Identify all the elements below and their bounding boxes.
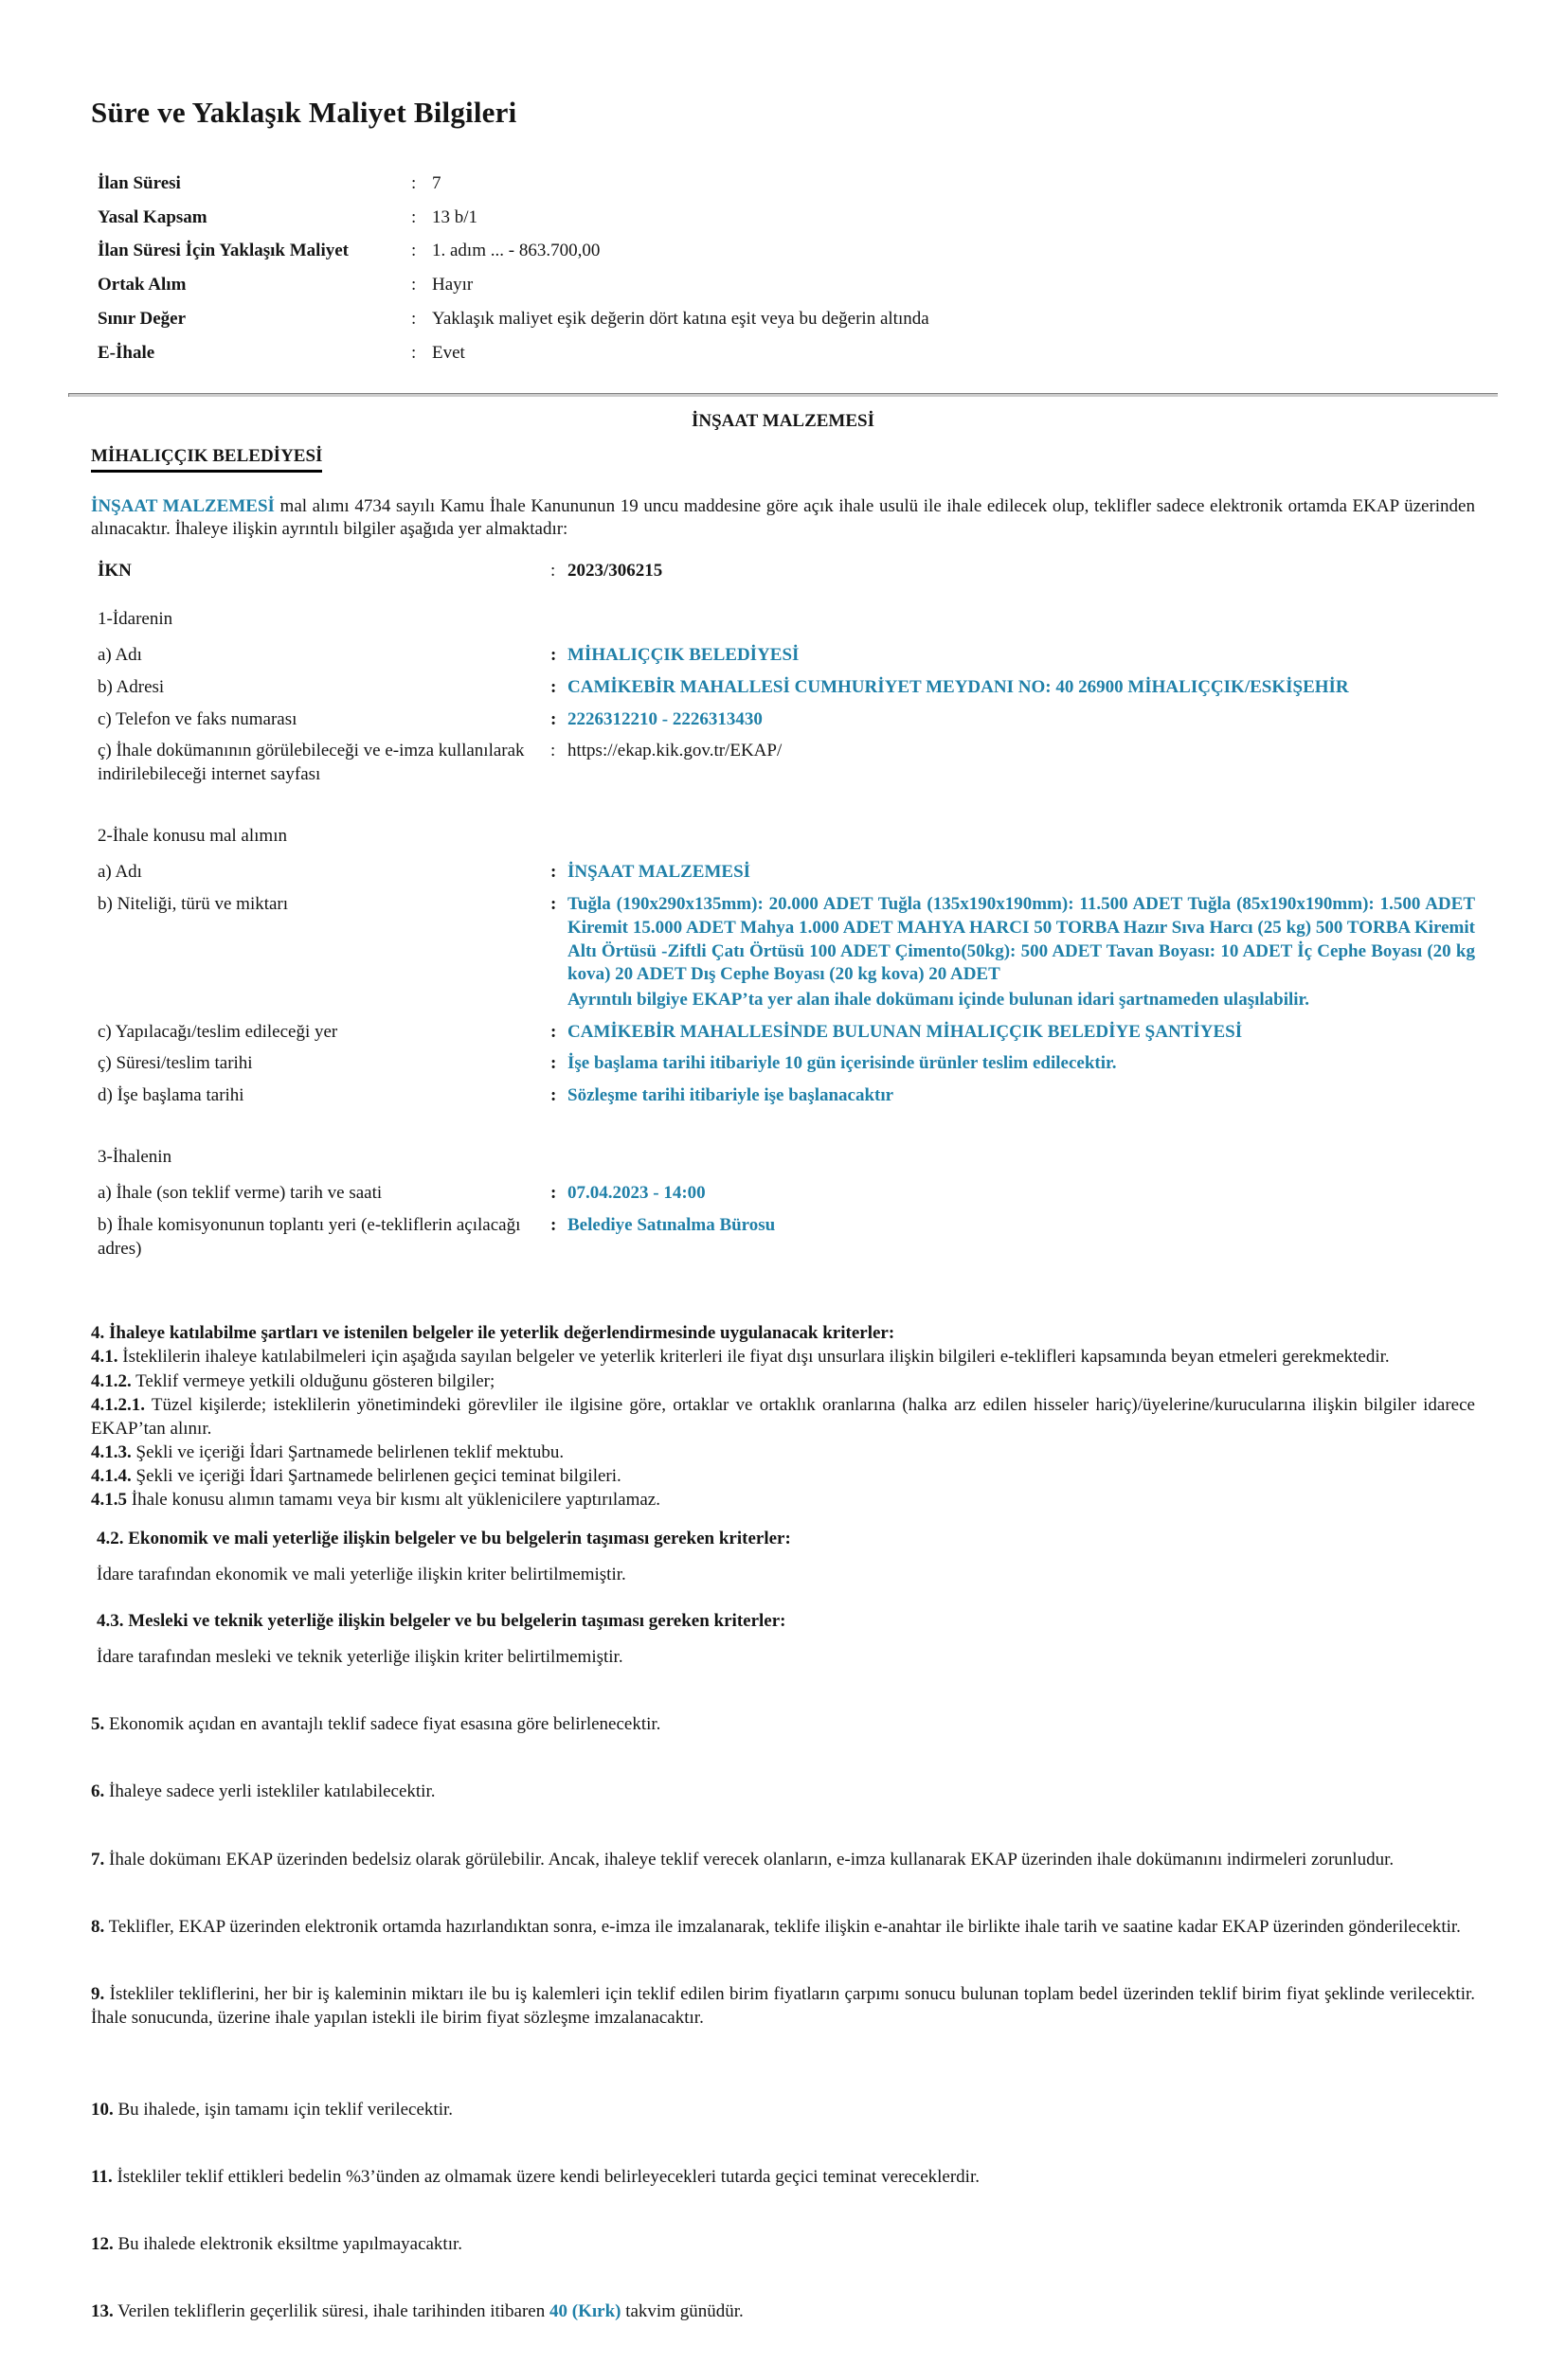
- colon: :: [550, 894, 557, 915]
- field-label: a) Adı: [98, 645, 142, 666]
- text-segment: İstekliler teklif ettikleri bedelin %3’ünden az olmamak üzere kendi belirleyecekleri tutarda geçici teminat vereceklerdir.: [112, 2166, 980, 2187]
- field-row: [91, 740, 1475, 786]
- field-value-text: Belediye Satınalma Bürosu: [567, 1215, 776, 1236]
- field-value: 13 b/1: [432, 206, 478, 227]
- page-title: Süre ve Yaklaşık Maliyet Bilgileri: [91, 96, 517, 129]
- paragraph: [91, 1321, 1475, 1345]
- text-segment: Verilen tekliflerin geçerlilik süresi, ihale tarihinden itibaren: [113, 2301, 549, 2322]
- field-row: [91, 1214, 1475, 1261]
- text-segment: Teklifler, EKAP üzerinden elektronik ortamda hazırlandıktan sonra, e-imza ile imzalanarak, teklife ilişkin e-anahtar ile birlikte ihale tarih ve saatine kadar EKAP üzerinden gönderilecektir.: [104, 1916, 1461, 1937]
- field-value: [566, 644, 1475, 668]
- field-label: c) Yapılacağı/teslim edileceği yer: [98, 1021, 338, 1042]
- text-segment: İhale dokümanı EKAP üzerinden bedelsiz olarak görülebilir. Ancak, ihaleye teklif verecek olanların, e-imza kullanarak EKAP üzerinden ihale dokümanını indirmeleri zorunludur.: [104, 1849, 1395, 1870]
- colon: :: [411, 275, 417, 295]
- paragraph: [91, 1712, 1475, 1736]
- field-label: a) Adı: [98, 862, 142, 883]
- field-value: Hayır: [432, 275, 474, 295]
- field-value: [566, 861, 1475, 885]
- text-segment: 4.3. Mesleki ve teknik yeterliğe ilişkin belgeler ve bu belgelerin taşıması gereken kriterler:: [97, 1611, 786, 1632]
- section-heading: 2-İhale konusu mal alımın: [98, 825, 287, 846]
- paragraph: [91, 1369, 1475, 1393]
- colon: :: [550, 677, 557, 698]
- summary-row: [91, 308, 1475, 331]
- paragraph: [91, 1645, 1475, 1669]
- colon: :: [550, 560, 556, 581]
- field-value: [566, 1052, 1475, 1076]
- field-value: [566, 708, 1475, 732]
- field-label: ç) Süresi/teslim tarihi: [98, 1053, 253, 1074]
- field-value-text: İşe başlama tarihi itibariyle 10 gün içerisinde ürünler teslim edilecektir.: [567, 1053, 1117, 1074]
- summary-row: [91, 172, 1475, 196]
- paragraph: [91, 2299, 1475, 2323]
- field-value-text: 07.04.2023 - 14:00: [567, 1183, 706, 1204]
- intro-paragraph: [91, 495, 1475, 542]
- field-row: [91, 644, 1475, 668]
- text-segment: İsteklilerin ihaleye katılabilmeleri için aşağıda sayılan belgeler ve yeterlik kriterleri ile fiyat dışı unsurlara ilişkin bilgileri e-teklifleri kapsamında beyan etmeleri gerekmektedir.: [117, 1347, 1390, 1368]
- field-row: [91, 1052, 1475, 1076]
- field-value-note: Ayrıntılı bilgiye EKAP’ta yer alan ihale dokümanı içinde bulunan idari şartnameden ulaşılabilir.: [567, 989, 1309, 1010]
- text-segment: Şekli ve içeriği İdari Şartnamede belirlenen geçici teminat bilgileri.: [131, 1465, 621, 1486]
- colon: :: [550, 1215, 557, 1236]
- text-segment: 11.: [91, 2166, 113, 2187]
- field-value: [566, 676, 1475, 700]
- summary-row: [91, 206, 1475, 230]
- colon: :: [411, 241, 417, 261]
- ikn-value: 2023/306215: [567, 560, 663, 581]
- paragraphs-container: [91, 1321, 1475, 2323]
- summary-row: [91, 240, 1475, 263]
- paragraph: [91, 1780, 1475, 1803]
- paragraph: [91, 1527, 1475, 1550]
- details-block: [91, 560, 1475, 1261]
- paragraph: [91, 1609, 1475, 1633]
- field-value-text: 2226312210 - 2226313430: [567, 708, 763, 729]
- field-value: [566, 1021, 1475, 1045]
- text-segment: 5.: [91, 1714, 105, 1735]
- sections-container: [91, 608, 1475, 1262]
- field-row: [91, 861, 1475, 885]
- field-value-text: CAMİKEBİR MAHALLESİNDE BULUNAN MİHALIÇÇIK BELEDİYE ŞANTİYESİ: [567, 1021, 1243, 1042]
- field-row: [91, 1084, 1475, 1108]
- paragraph: [91, 1915, 1475, 1939]
- paragraph: [91, 2098, 1475, 2121]
- notice-center-title: İNŞAAT MALZEMESİ: [691, 411, 875, 432]
- colon: :: [550, 741, 556, 761]
- colon: :: [550, 1084, 557, 1105]
- field-label: Yasal Kapsam: [98, 206, 207, 227]
- section-heading: 3-İhalenin: [98, 1146, 172, 1167]
- text-segment: Bu ihalede, işin tamamı için teklif verilecektir.: [113, 2099, 454, 2120]
- paragraph: [91, 1848, 1475, 1871]
- text-segment: 4.1.2.1.: [91, 1394, 145, 1415]
- paragraph: [91, 1441, 1475, 1464]
- field-row: [91, 708, 1475, 732]
- field-row: [91, 893, 1475, 1011]
- paragraph: [91, 1345, 1475, 1369]
- text-segment: 40 (Kırk): [549, 2301, 621, 2322]
- text-segment: 4.2. Ekonomik ve mali yeterliğe ilişkin belgeler ve bu belgelerin taşıması gereken kriterler:: [97, 1529, 791, 1549]
- text-segment: Ekonomik açıdan en avantajlı teklif sadece fiyat esasına göre belirlenecektir.: [104, 1714, 661, 1735]
- text-segment: İdare tarafından ekonomik ve mali yeterliğe ilişkin kriter belirtilmemiştir.: [97, 1565, 626, 1585]
- field-value-text: https://ekap.kik.gov.tr/EKAP/: [567, 741, 783, 761]
- intro-rest: mal alımı 4734 sayılı Kamu İhale Kanununun 19 uncu maddesine göre açık ihale usulü ile ihale edilecek olup, teklifler sadece elektronik ortamda EKAP üzerinden alınacaktır. İhaleye ilişkin ayrıntılı bilgiler aşağıda yer almaktadır:: [91, 495, 1475, 540]
- paragraph: [91, 1393, 1475, 1441]
- field-row: [91, 1182, 1475, 1206]
- field-row: [91, 1021, 1475, 1045]
- field-value: 7: [432, 173, 441, 194]
- text-segment: 13.: [91, 2301, 114, 2322]
- field-value: 1. adım ... - 863.700,00: [432, 241, 601, 261]
- ikn-label: İKN: [98, 560, 132, 581]
- field-value-text: CAMİKEBİR MAHALLESİ CUMHURİYET MEYDANI NO: 40 26900 MİHALIÇÇIK/ESKİŞEHİR: [567, 677, 1349, 698]
- field-label: İlan Süresi İçin Yaklaşık Maliyet: [98, 241, 349, 261]
- text-segment: 4.1.5: [91, 1489, 127, 1510]
- field-label: b) İhale komisyonunun toplantı yeri (e-tekliflerin açılacağı adres): [98, 1215, 521, 1259]
- summary-row: [91, 274, 1475, 297]
- text-segment: 4.1.: [91, 1347, 118, 1368]
- intro-highlight: İNŞAAT MALZEMESİ: [91, 495, 275, 516]
- summary-row: [91, 342, 1475, 366]
- section-divider: [68, 393, 1498, 397]
- field-label: d) İşe başlama tarihi: [98, 1084, 244, 1105]
- colon: :: [411, 206, 417, 227]
- text-segment: 10.: [91, 2099, 114, 2120]
- colon: :: [411, 173, 417, 194]
- field-value-text: Sözleşme tarihi itibariyle işe başlanacaktır: [567, 1084, 894, 1105]
- colon: :: [550, 1021, 557, 1042]
- colon: :: [550, 645, 557, 666]
- field-value-text: Tuğla (190x290x135mm): 20.000 ADET Tuğla (135x190x190mm): 11.500 ADET Tuğla (85x190x190mm): 1.500 ADET Kiremit 15.000 ADET Mahya 1.000 ADET MAHYA HARCI 50 TORBA Hazır Sıva Harcı (25 kg) 500 TORBA Kiremit Altı Örtüsü -Ziftli Çatı Örtüsü 100 ADET Çimento(50kg): 500 ADET Tavan Boyası: 10 ADET İç Cephe Boyası (20 kg kova) 20 ADET Dış Cephe Boyası (20 kg kova) 20 ADET: [567, 894, 1475, 985]
- text-segment: İhaleye sadece yerli istekliler katılabilecektir.: [104, 1781, 436, 1802]
- field-value: [566, 1084, 1475, 1108]
- text-segment: Teklif vermeye yetkili olduğunu gösteren bilgiler;: [131, 1370, 495, 1391]
- text-segment: 8.: [91, 1916, 105, 1937]
- text-segment: takvim günüdür.: [621, 2301, 744, 2322]
- colon: :: [411, 308, 417, 329]
- field-label: c) Telefon ve faks numarası: [98, 708, 297, 729]
- text-segment: İdare tarafından mesleki ve teknik yeterliğe ilişkin kriter belirtilmemiştir.: [97, 1647, 623, 1668]
- field-label: ç) İhale dokümanının görülebileceği ve e-imza kullanılarak indirilebileceği internet sayfası: [98, 741, 525, 785]
- text-segment: 4.1.3.: [91, 1441, 132, 1462]
- text-segment: 4. İhaleye katılabilme şartları ve istenilen belgeler ile yeterlik değerlendirmesinde uygulanacak kriterler:: [91, 1323, 895, 1344]
- field-value-text: MİHALIÇÇIK BELEDİYESİ: [567, 645, 800, 666]
- field-value-text: İNŞAAT MALZEMESİ: [567, 862, 751, 883]
- text-segment: Bu ihalede elektronik eksiltme yapılmayacaktır.: [113, 2233, 463, 2254]
- text-segment: İstekliler tekliflerini, her bir iş kaleminin miktarı ile bu iş kalemleri için teklif edilen birim fiyatların çarpımı sonucu bulunan toplam bedel üzerinden teklif birim fiyat şeklinde verilecektir. İhale sonucunda, üzerine ihale yapılan istekli ile birim fiyat sözleşme imzalanacaktır.: [91, 1983, 1475, 2028]
- text-segment: 12.: [91, 2233, 114, 2254]
- field-value: [566, 893, 1475, 1011]
- colon: :: [550, 708, 557, 729]
- paragraph: [91, 1464, 1475, 1488]
- summary-block: [91, 172, 1475, 365]
- field-label: Ortak Alım: [98, 275, 187, 295]
- field-value: [566, 1182, 1475, 1206]
- field-label: E-İhale: [98, 342, 155, 363]
- paragraph: [91, 2165, 1475, 2189]
- text-segment: 7.: [91, 1849, 105, 1870]
- field-value: [566, 1214, 1475, 1238]
- colon: :: [411, 342, 417, 363]
- paragraph: [91, 1563, 1475, 1586]
- field-value: Evet: [432, 342, 465, 363]
- field-label: Sınır Değer: [98, 308, 187, 329]
- text-segment: Şekli ve içeriği İdari Şartnamede belirlenen teklif mektubu.: [131, 1441, 565, 1462]
- text-segment: 4.1.4.: [91, 1465, 132, 1486]
- authority-name: MİHALIÇÇIK BELEDİYESİ: [91, 445, 322, 473]
- text-segment: 4.1.2.: [91, 1370, 132, 1391]
- authority-line: [91, 434, 1475, 473]
- field-value: [566, 740, 1475, 763]
- field-row: [91, 676, 1475, 700]
- colon: :: [550, 862, 557, 883]
- paragraph: [91, 2232, 1475, 2256]
- colon: :: [550, 1183, 557, 1204]
- field-label: b) Adresi: [98, 677, 165, 698]
- paragraph: [91, 1982, 1475, 2030]
- text-segment: İhale konusu alımın tamamı veya bir kısmı alt yüklenicilere yaptırılamaz.: [127, 1489, 660, 1510]
- ikn-row: [91, 560, 1475, 583]
- text-segment: Tüzel kişilerde; isteklilerin yönetimindeki görevliler ile ilgisine göre, ortaklar ve ortaklık oranlarına (halka arz edilen hisseler hariç)/üyelerine/kurucularına ilişkin bilgiler idarece EKAP’tan alınır.: [91, 1394, 1475, 1439]
- paragraph: [91, 1488, 1475, 1512]
- field-label: İlan Süresi: [98, 173, 181, 194]
- text-segment: 6.: [91, 1781, 105, 1802]
- field-label: b) Niteliği, türü ve miktarı: [98, 894, 289, 915]
- text-segment: 9.: [91, 1983, 105, 2004]
- section-heading: 1-İdarenin: [98, 608, 173, 629]
- field-value: Yaklaşık maliyet eşik değerin dört katına eşit veya bu değerin altında: [432, 308, 929, 329]
- field-label: a) İhale (son teklif verme) tarih ve saati: [98, 1183, 383, 1204]
- colon: :: [550, 1053, 557, 1074]
